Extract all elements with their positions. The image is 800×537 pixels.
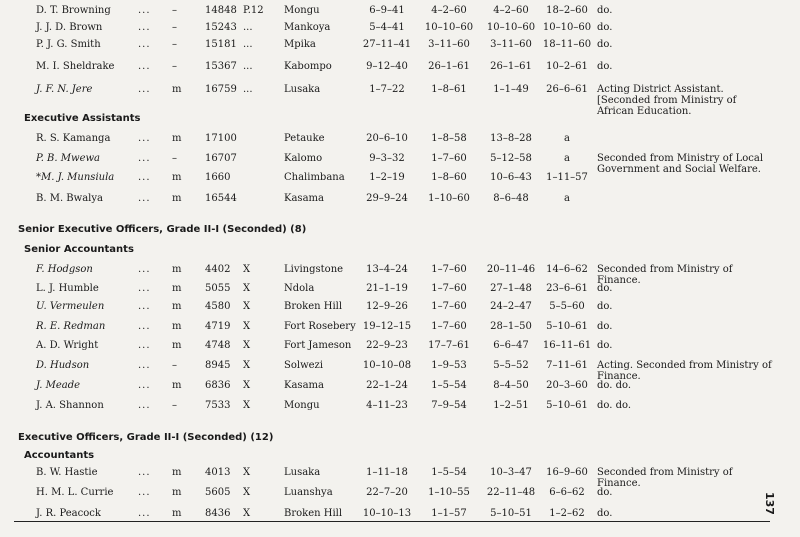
- cell-d1: 19–12–15: [362, 321, 412, 332]
- cell-station: Petauke: [284, 133, 325, 144]
- cell-name: R. E. Redman: [36, 321, 106, 332]
- cell-number: 16544: [205, 193, 237, 204]
- table-row: [0, 296, 770, 318]
- cell-name: J. J. D. Brown: [36, 22, 103, 33]
- cell-name: R. S. Kamanga: [36, 133, 111, 144]
- cell-dots: ...: [138, 84, 151, 95]
- cell-d1: 9–3–32: [369, 153, 405, 164]
- cell-grade: X: [243, 301, 251, 312]
- cell-status: m: [172, 264, 182, 275]
- cell-d1: 10–10–13: [362, 508, 412, 519]
- cell-d2: 3–11–60: [428, 39, 470, 50]
- cell-status: –: [172, 61, 177, 72]
- cell-d1: 13–4–24: [366, 264, 408, 275]
- cell-status: m: [172, 133, 182, 144]
- cell-d3: 5–10–51: [490, 508, 532, 519]
- cell-status: m: [172, 321, 182, 332]
- cell-number: 4719: [205, 321, 231, 332]
- cell-grade: ...: [243, 61, 253, 72]
- cell-d1: 12–9–26: [366, 301, 408, 312]
- cell-number: 4013: [205, 467, 231, 478]
- cell-d1: 1–11–18: [366, 467, 408, 478]
- cell-remarks: do.: [597, 487, 613, 498]
- cell-d2: 1–10–55: [428, 487, 470, 498]
- heading-senior-accountants: Senior Accountants: [24, 244, 134, 255]
- cell-name: J. F. N. Jere: [36, 84, 93, 95]
- cell-dots: ...: [138, 133, 151, 144]
- cell-number: 4580: [205, 301, 231, 312]
- cell-d1: 6–9–41: [369, 5, 405, 16]
- cell-station: Mongu: [284, 400, 320, 411]
- cell-d2: 1–9–53: [431, 360, 467, 371]
- cell-status: m: [172, 84, 182, 95]
- cell-name: H. M. L. Currie: [36, 487, 114, 498]
- cell-d2: 7–9–54: [431, 400, 467, 411]
- cell-d3: 26–1–61: [490, 61, 532, 72]
- heading-executive-officers: Executive Officers, Grade II-I (Seconded) (12): [18, 432, 274, 443]
- cell-d4: 14–6–62: [546, 264, 588, 275]
- table-row: [0, 188, 770, 210]
- cell-grade: X: [243, 264, 251, 275]
- cell-d3: 5–5–52: [493, 360, 529, 371]
- cell-dots: ...: [138, 172, 151, 183]
- cell-station: Fort Jameson: [284, 340, 352, 351]
- cell-d2: 1–7–60: [431, 283, 467, 294]
- cell-name: P. B. Mwewa: [36, 153, 101, 164]
- table-row: [0, 462, 770, 489]
- cell-d3: 10–6–43: [490, 172, 532, 183]
- cell-dots: ...: [138, 283, 151, 294]
- cell-d4: 5–10–61: [546, 321, 588, 332]
- cell-name: B. M. Bwalya: [36, 193, 103, 204]
- page-number: 137: [763, 492, 776, 515]
- cell-status: m: [172, 301, 182, 312]
- cell-dots: ...: [138, 400, 151, 411]
- cell-remarks: Seconded from Ministry of Finance.: [597, 264, 733, 286]
- heading-senior-executive-officers: Senior Executive Officers, Grade II-I (Seconded) (8): [18, 224, 307, 235]
- cell-remarks: Acting District Assistant. [Seconded from Ministry of African Education.: [597, 84, 737, 117]
- cell-number: 16707: [205, 153, 237, 164]
- cell-d2: 1–7–60: [431, 153, 467, 164]
- cell-station: Broken Hill: [284, 508, 343, 519]
- cell-dots: ...: [138, 39, 151, 50]
- cell-d4: a: [564, 133, 570, 144]
- cell-remarks: do.: [597, 321, 613, 332]
- cell-number: 7533: [205, 400, 231, 411]
- cell-remarks: Seconded from Ministry of Local Government and Social Welfare.: [597, 153, 764, 175]
- cell-station: Kasama: [284, 380, 324, 391]
- cell-d3: 6–6–47: [493, 340, 529, 351]
- cell-name: U. Vermeulen: [36, 301, 105, 312]
- cell-name: M. I. Sheldrake: [36, 61, 115, 72]
- cell-name: A. D. Wright: [36, 340, 99, 351]
- cell-grade: X: [243, 380, 251, 391]
- cell-d3: 1–1–49: [493, 84, 529, 95]
- cell-status: m: [172, 283, 182, 294]
- cell-grade: ...: [243, 39, 253, 50]
- cell-station: Solwezi: [284, 360, 324, 371]
- cell-d4: 26–6–61: [546, 84, 588, 95]
- cell-station: Kabompo: [284, 61, 332, 72]
- cell-d1: 4–11–23: [366, 400, 408, 411]
- cell-d2: 10–10–60: [424, 22, 474, 33]
- cell-dots: ...: [138, 340, 151, 351]
- cell-number: 5605: [205, 487, 231, 498]
- cell-d3: 8–6–48: [493, 193, 529, 204]
- cell-station: Kalomo: [284, 153, 323, 164]
- cell-status: –: [172, 5, 177, 16]
- cell-d2: 1–5–54: [431, 380, 467, 391]
- cell-d3: 28–1–50: [490, 321, 532, 332]
- cell-d1: 22–7–20: [366, 487, 408, 498]
- table-row: [0, 167, 770, 189]
- cell-remarks: do.: [597, 39, 613, 50]
- cell-station: Lusaka: [284, 84, 321, 95]
- cell-remarks: do.: [597, 340, 613, 351]
- cell-station: Ndola: [284, 283, 315, 294]
- cell-d1: 20–6–10: [366, 133, 408, 144]
- cell-status: –: [172, 39, 177, 50]
- cell-dots: ...: [138, 321, 151, 332]
- cell-remarks: do. do.: [597, 400, 632, 411]
- cell-d4: 10–10–60: [542, 22, 592, 33]
- cell-status: m: [172, 508, 182, 519]
- cell-d3: 1–2–51: [493, 400, 529, 411]
- cell-d3: 5–12–58: [490, 153, 532, 164]
- cell-dots: ...: [138, 22, 151, 33]
- cell-status: m: [172, 380, 182, 391]
- cell-remarks: Seconded from Ministry of Finance.: [597, 467, 733, 489]
- cell-d1: 22–9–23: [366, 340, 408, 351]
- cell-d2: 26–1–61: [428, 61, 470, 72]
- cell-dots: ...: [138, 380, 151, 391]
- cell-d1: 27–11–41: [362, 39, 412, 50]
- cell-d4: 18–2–60: [546, 5, 588, 16]
- cell-name: B. W. Hastie: [36, 467, 98, 478]
- cell-d2: 1–8–60: [431, 172, 467, 183]
- cell-remarks: do.: [597, 301, 613, 312]
- cell-number: 8945: [205, 360, 231, 371]
- cell-dots: ...: [138, 193, 151, 204]
- cell-name: *M. J. Munsiula: [36, 172, 115, 183]
- cell-grade: ...: [243, 22, 253, 33]
- cell-d1: 1–7–22: [369, 84, 405, 95]
- cell-d3: 8–4–50: [493, 380, 529, 391]
- cell-d4: 1–2–62: [549, 508, 585, 519]
- cell-d3: 22–11–48: [486, 487, 536, 498]
- cell-grade: X: [243, 508, 251, 519]
- cell-station: Luanshya: [284, 487, 333, 498]
- cell-grade: X: [243, 321, 251, 332]
- cell-dots: ...: [138, 5, 151, 16]
- cell-d2: 1–8–58: [431, 133, 467, 144]
- cell-number: 8436: [205, 508, 231, 519]
- cell-d1: 10–10–08: [362, 360, 412, 371]
- cell-number: 5055: [205, 283, 231, 294]
- cell-name: D. Hudson: [36, 360, 90, 371]
- cell-name: F. Hodgson: [36, 264, 93, 275]
- table-row: [0, 34, 770, 56]
- table-row: [0, 335, 770, 357]
- cell-remarks: Acting. Seconded from Ministry of Finance.: [597, 360, 772, 382]
- cell-d4: 5–5–60: [549, 301, 585, 312]
- cell-remarks: do.: [597, 508, 613, 519]
- cell-status: –: [172, 360, 177, 371]
- cell-number: 15243: [205, 22, 237, 33]
- cell-d4: 16–9–60: [546, 467, 588, 478]
- cell-number: 14848: [205, 5, 237, 16]
- cell-d4: 1–11–57: [546, 172, 588, 183]
- cell-status: –: [172, 153, 177, 164]
- heading-executive-assistants: Executive Assistants: [24, 113, 141, 124]
- table-row: [0, 56, 770, 78]
- cell-remarks: do. do.: [597, 380, 632, 391]
- cell-d4: a: [564, 193, 570, 204]
- cell-dots: ...: [138, 153, 151, 164]
- table-row: [0, 355, 772, 382]
- cell-d3: 4–2–60: [493, 5, 529, 16]
- cell-name: L. J. Humble: [36, 283, 99, 294]
- cell-dots: ...: [138, 264, 151, 275]
- cell-status: –: [172, 400, 177, 411]
- cell-status: m: [172, 340, 182, 351]
- cell-d4: 23–6–61: [546, 283, 588, 294]
- cell-remarks: do.: [597, 22, 613, 33]
- cell-d1: 29–9–24: [366, 193, 408, 204]
- cell-d1: 21–1–19: [366, 283, 408, 294]
- cell-d4: a: [564, 153, 570, 164]
- cell-status: m: [172, 467, 182, 478]
- table-row: [0, 375, 770, 397]
- cell-name: D. T. Browning: [36, 5, 111, 16]
- cell-station: Mankoya: [284, 22, 331, 33]
- cell-name: P. J. G. Smith: [36, 39, 101, 50]
- cell-number: 1660: [205, 172, 231, 183]
- cell-name: J. A. Shannon: [36, 400, 104, 411]
- cell-d3: 10–3–47: [490, 467, 532, 478]
- cell-d4: 10–2–61: [546, 61, 588, 72]
- cell-dots: ...: [138, 487, 151, 498]
- cell-number: 17100: [205, 133, 237, 144]
- cell-dots: ...: [138, 508, 151, 519]
- cell-status: m: [172, 487, 182, 498]
- cell-d2: 1–7–60: [431, 264, 467, 275]
- cell-grade: X: [243, 400, 251, 411]
- cell-d1: 5–4–41: [369, 22, 405, 33]
- cell-d2: 1–8–61: [431, 84, 467, 95]
- cell-station: Kasama: [284, 193, 324, 204]
- cell-d1: 1–2–19: [369, 172, 405, 183]
- cell-d1: 9–12–40: [366, 61, 408, 72]
- heading-accountants: Accountants: [24, 450, 95, 461]
- cell-d3: 3–11–60: [490, 39, 532, 50]
- table-row: [0, 395, 770, 417]
- cell-remarks: do.: [597, 61, 613, 72]
- cell-grade: ...: [243, 84, 253, 95]
- cell-remarks: do.: [597, 5, 613, 16]
- cell-grade: X: [243, 340, 251, 351]
- cell-d3: 24–2–47: [490, 301, 532, 312]
- cell-grade: X: [243, 487, 251, 498]
- cell-d2: 1–7–60: [431, 301, 467, 312]
- cell-d3: 10–10–60: [486, 22, 536, 33]
- cell-number: 15181: [205, 39, 237, 50]
- cell-d2: 1–7–60: [431, 321, 467, 332]
- cell-d4: 6–6–62: [549, 487, 585, 498]
- cell-d2: 4–2–60: [431, 5, 467, 16]
- cell-status: –: [172, 22, 177, 33]
- cell-station: Mpika: [284, 39, 316, 50]
- cell-name: J. Meade: [36, 380, 81, 391]
- cell-station: Livingstone: [284, 264, 344, 275]
- cell-d1: 22–1–24: [366, 380, 408, 391]
- table-row: [0, 79, 770, 117]
- cell-d2: 1–10–60: [428, 193, 470, 204]
- table-row: [0, 128, 770, 150]
- cell-number: 16759: [205, 84, 237, 95]
- cell-d2: 17–7–61: [428, 340, 470, 351]
- cell-dots: ...: [138, 301, 151, 312]
- cell-dots: ...: [138, 360, 151, 371]
- cell-d4: 20–3–60: [546, 380, 588, 391]
- table-row: [0, 482, 770, 504]
- cell-d2: 1–1–57: [431, 508, 467, 519]
- cell-number: 4748: [205, 340, 231, 351]
- cell-station: Fort Rosebery: [284, 321, 356, 332]
- cell-station: Mongu: [284, 5, 320, 16]
- cell-d4: 18–11–60: [542, 39, 592, 50]
- cell-number: 6836: [205, 380, 231, 391]
- cell-station: Lusaka: [284, 467, 321, 478]
- cell-status: m: [172, 193, 182, 204]
- cell-number: 4402: [205, 264, 231, 275]
- cell-d2: 1–5–54: [431, 467, 467, 478]
- cell-grade: X: [243, 467, 251, 478]
- cell-d3: 27–1–48: [490, 283, 532, 294]
- cell-name: J. R. Peacock: [36, 508, 101, 519]
- cell-number: 15367: [205, 61, 237, 72]
- cell-d4: 5–10–61: [546, 400, 588, 411]
- cell-d4: 7–11–61: [546, 360, 588, 371]
- cell-remarks: do.: [597, 283, 613, 294]
- cell-grade: X: [243, 283, 251, 294]
- cell-dots: ...: [138, 467, 151, 478]
- cell-dots: ...: [138, 61, 151, 72]
- cell-station: Chalimbana: [284, 172, 345, 183]
- table-row: [0, 503, 770, 525]
- cell-status: m: [172, 172, 182, 183]
- cell-d3: 13–8–28: [490, 133, 532, 144]
- cell-grade: P.12: [243, 5, 264, 16]
- cell-grade: X: [243, 360, 251, 371]
- cell-d4: 16–11–61: [542, 340, 592, 351]
- cell-station: Broken Hill: [284, 301, 343, 312]
- cell-d3: 20–11–46: [486, 264, 536, 275]
